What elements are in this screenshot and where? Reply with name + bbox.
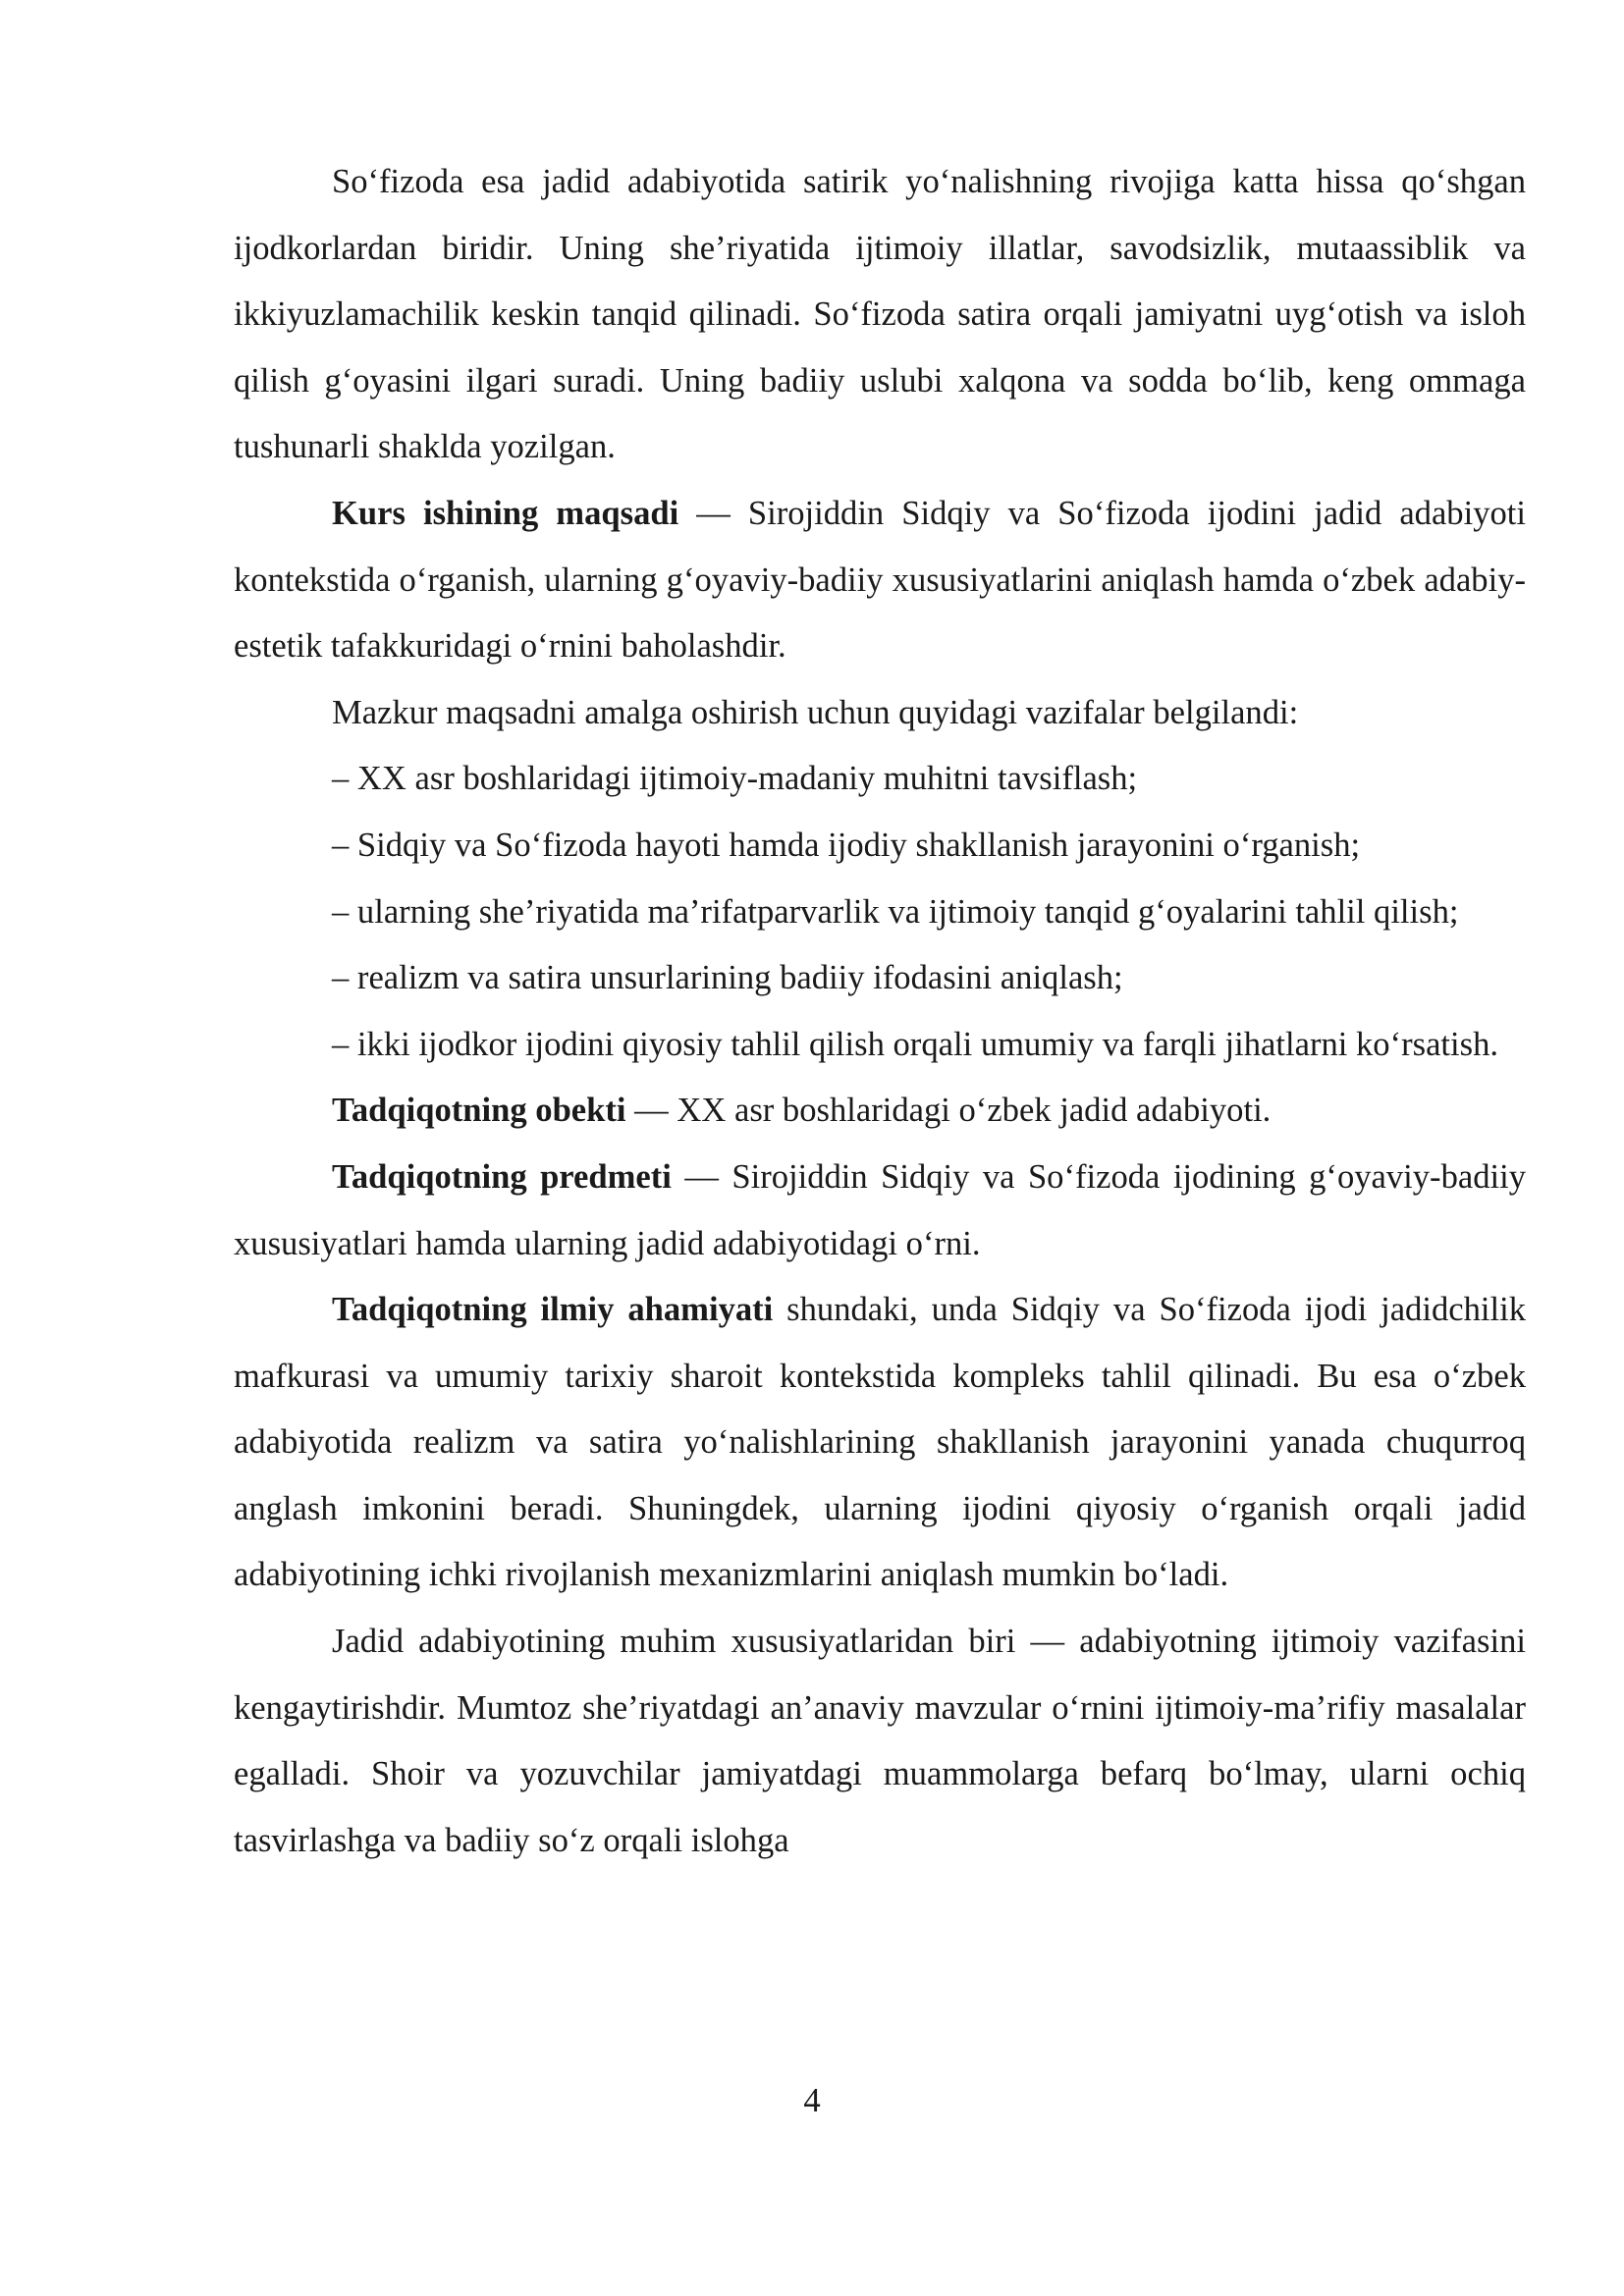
- paragraph-heading: Tadqiqotning obekti: [332, 1092, 626, 1130]
- paragraph-tasks-intro: [234, 680, 1526, 747]
- paragraph-text: – realizm va satira unsurlarining badiiy ifodasini aniqlash;: [332, 959, 1123, 997]
- paragraph-heading: Kurs ishining maqsadi: [332, 494, 679, 532]
- paragraph-text: So‘fizoda esa jadid adabiyotida satirik yo‘nalishning rivojiga katta hissa qo‘shgan ijodkorlardan biridir. Uning she’riyatida ijtimoiy illatlar, savodsizlik, mutaassiblik va ikkiyuzlamachilik keskin tanqid qilinadi. So‘fizoda satira orqali jamiyatni uyg‘otish va isloh qilish g‘oyasini ilgari suradi. Uning badiiy uslubi xalqona va sodda bo‘lib, keng ommaga tushunarli shaklda yozilgan.: [234, 163, 1526, 466]
- paragraph-jadid-features: [234, 1609, 1526, 1874]
- list-item-task-2: [234, 813, 1526, 880]
- paragraph-text: Jadid adabiyotining muhim xususiyatlaridan biri — adabiyotning ijtimoiy vazifasini kengaytirishdir. Mumtoz she’riyatdagi an’anaviy mavzular o‘rnini ijtimoiy-ma’rifiy masalalar egalladi. Shoir va yozuvchilar jamiyatdagi muammolarga befarq bo‘lmay, ularni ochiq tasvirlashga va badiiy so‘z orqali islohga: [234, 1623, 1526, 1859]
- paragraph-scientific-significance: [234, 1277, 1526, 1609]
- paragraph-text: — Sirojiddin Sidqiy va So‘fizoda ijodining g‘oyaviy-badiiy xususiyatlari hamda ularning jadid adabiyotidagi o‘rni.: [234, 1157, 1526, 1262]
- paragraph-text: — XX asr boshlaridagi o‘zbek jadid adabiyoti.: [625, 1092, 1272, 1130]
- paragraph-text: – ikki ijodkor ijodini qiyosiy tahlil qilish orqali umumiy va farqli jihatlarni ko‘rsatish.: [332, 1025, 1499, 1063]
- list-item-task-1: [234, 746, 1526, 813]
- paragraph-course-goal: [234, 481, 1526, 680]
- paragraph-text: Mazkur maqsadni amalga oshirish uchun quyidagi vazifalar belgilandi:: [332, 693, 1299, 731]
- paragraph-heading: Tadqiqotning predmeti: [332, 1157, 672, 1196]
- list-item-task-4: [234, 945, 1526, 1012]
- paragraph-text: shundaki, unda Sidqiy va So‘fizoda ijodi jadidchilik mafkurasi va umumiy tarixiy sharoit kontekstida kompleks tahlil qilinadi. Bu esa o‘zbek adabiyotida realizm va satira yo‘nalishlarining shakllanish jarayonini yanada chuqurroq anglash imkonini beradi. Shuningdek, ularning ijodini qiyosiy o‘rganish orqali jadid adabiyotining ichki rivojlanish mexanizmlarini aniqlash mumkin bo‘ladi.: [234, 1291, 1526, 1594]
- paragraph-research-object: [234, 1078, 1526, 1145]
- paragraph-research-subject: [234, 1145, 1526, 1277]
- paragraph-text: – XX asr boshlaridagi ijtimoiy-madaniy muhitni tavsiflash;: [332, 760, 1138, 798]
- document-body: [234, 149, 1526, 1874]
- list-item-task-5: [234, 1012, 1526, 1079]
- paragraph-sofizoda-satire: [234, 149, 1526, 481]
- paragraph-text: – ularning she’riyatida ma’rifatparvarlik va ijtimoiy tanqid g‘oyalarini tahlil qilish;: [332, 892, 1459, 931]
- list-item-task-3: [234, 880, 1526, 946]
- paragraph-heading: Tadqiqotning ilmiy ahamiyati: [332, 1291, 774, 1329]
- page-number: 4: [803, 2082, 821, 2119]
- paragraph-text: – Sidqiy va So‘fizoda hayoti hamda ijodiy shakllanish jarayonini o‘rganish;: [332, 826, 1361, 864]
- paragraph-text: — Sirojiddin Sidqiy va So‘fizoda ijodini jadid adabiyoti kontekstida o‘rganish, ularning g‘oyaviy-badiiy xususiyatlarini aniqlash hamda o‘zbek adabiy-estetik tafakkuridagi o‘rnini baholashdir.: [234, 494, 1526, 666]
